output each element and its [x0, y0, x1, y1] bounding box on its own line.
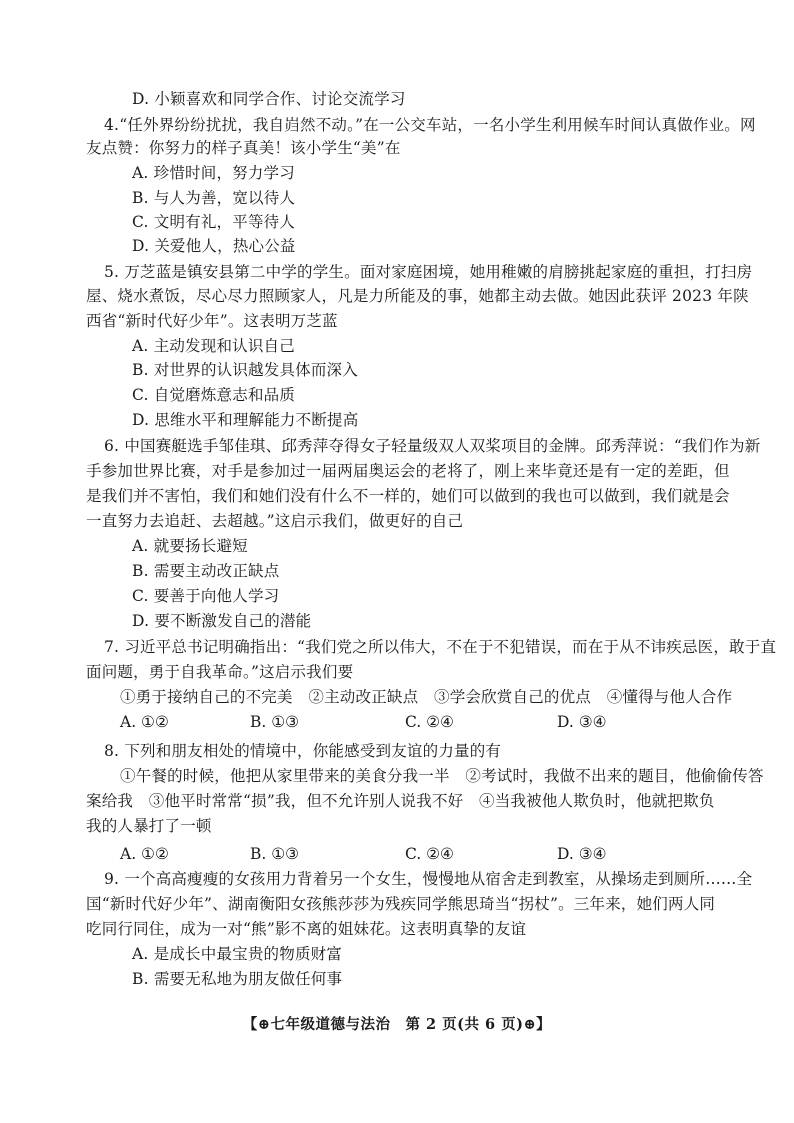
text-line-q6d: D. 要不断激发自己的潜能 — [132, 612, 312, 630]
text-line-q6b: B. 需要主动改正缺点 — [132, 562, 280, 580]
text-line-q5c: C. 自觉磨炼意志和品质 — [132, 386, 296, 404]
text-line-q6a: A. 就要扬长避短 — [132, 537, 248, 555]
text-line-q7-2: 面问题，勇于自我革命。”这启示我们要 — [86, 663, 354, 681]
text-line-q5-2: 屋、烧水煮饭，尽心尽力照顾家人，凡是力所能及的事，她都主动去做。她因此获评 2023 年陕 — [86, 287, 749, 305]
text-line-q4-1: 4.“任外界纷纷扰扰，我自岿然不动。”在一公交车站，一名小学生利用候车时间认真做作业。网 — [104, 116, 756, 134]
text-line-q5a: A. 主动发现和认识自己 — [132, 337, 295, 355]
option-q8-d: D. ③④ — [557, 845, 607, 863]
text-line-q9a: A. 是成长中最宝贵的物质财富 — [132, 945, 343, 963]
text-line-q7-3: ①勇于接纳自己的不完美 ②主动改正缺点 ③学会欣赏自己的优点 ④懂得与他人合作 — [120, 688, 733, 706]
text-line-q8-2: ①午餐的时候，他把从家里带来的美食分我一半 ②考试时，我做不出来的题目，他偷偷传答 — [120, 767, 764, 785]
text-line-q6-1: 6. 中国赛艇选手邹佳琪、邱秀萍夺得女子轻量级双人双桨项目的金牌。邱秀萍说：“我们作为新 — [104, 437, 761, 455]
page-footer: 【⊕七年级道德与法治 第 2 页(共 6 页)⊕】 — [242, 1016, 552, 1033]
text-line-q6-4: 一直努力去追赶、去超越。”这启示我们，做更好的自己 — [86, 512, 464, 530]
option-q7-a: A. ①② — [120, 713, 169, 731]
text-line-q5d: D. 思维水平和理解能力不断提高 — [132, 411, 359, 429]
option-q8-c: C. ②④ — [405, 845, 454, 863]
text-line-q4b: B. 与人为善，宽以待人 — [132, 189, 296, 207]
text-line-q9-2: 国“新时代好少年”、湖南衡阳女孩熊莎莎为残疾同学熊思琦当“拐杖”。三年来，她们两人同 — [86, 895, 716, 913]
option-q7-c: C. ②④ — [405, 713, 454, 731]
text-line-q3d: D. 小颖喜欢和同学合作、讨论交流学习 — [132, 90, 406, 108]
option-q7-d: D. ③④ — [557, 713, 607, 731]
option-row-q7 — [120, 711, 640, 733]
text-line-q8-1: 8. 下列和朋友相处的情境中，你能感受到友谊的力量的有 — [104, 742, 502, 760]
text-line-q6c: C. 要善于向他人学习 — [132, 587, 280, 605]
text-line-q4a: A. 珍惜时间，努力学习 — [132, 164, 295, 182]
text-line-q9-3: 吃同行同住，成为一对“熊”影不离的姐妹花。这表明真挚的友谊 — [86, 920, 527, 938]
text-line-q4-2: 友点赞：你努力的样子真美！该小学生“美”在 — [86, 139, 401, 157]
text-line-q4c: C. 文明有礼，平等待人 — [132, 213, 296, 231]
option-row-q8 — [120, 843, 640, 865]
option-q7-b: B. ①③ — [250, 713, 300, 731]
text-line-q4d: D. 关爱他人，热心公益 — [132, 237, 296, 255]
option-q8-a: A. ①② — [120, 845, 169, 863]
text-line-q7-1: 7. 习近平总书记明确指出：“我们党之所以伟大，不在于不犯错误，而在于从不讳疾忌医，敢于直 — [104, 638, 777, 656]
option-q8-b: B. ①③ — [250, 845, 300, 863]
text-line-q5-1: 5. 万芝蓝是镇安县第二中学的学生。面对家庭困境，她用稚嫩的肩膀挑起家庭的重担，打扫房 — [104, 263, 753, 281]
text-line-q5-3: 西省“新时代好少年”。这表明万芝蓝 — [86, 312, 338, 330]
text-line-q8-3: 案给我 ③他平时常常“损”我，但不允许别人说我不好 ④当我被他人欺负时，他就把欺负 — [86, 792, 715, 810]
text-line-q9b: B. 需要无私地为朋友做任何事 — [132, 970, 343, 988]
text-line-q6-2: 手参加世界比赛，对手是参加过一届两届奥运会的老将了，刚上来毕竟还是有一定的差距，但 — [86, 462, 730, 480]
text-line-q6-3: 是我们并不害怕，我们和她们没有什么不一样的，她们可以做到的我也可以做到，我们就是会 — [86, 487, 730, 505]
text-line-q8-4: 我的人暴打了一顿 — [86, 817, 212, 835]
text-line-q9-1: 9. 一个高高瘦瘦的女孩用力背着另一个女生，慢慢地从宿舍走到教室，从操场走到厕所……全 — [104, 870, 753, 888]
text-line-q5b: B. 对世界的认识越发具体而深入 — [132, 361, 358, 379]
